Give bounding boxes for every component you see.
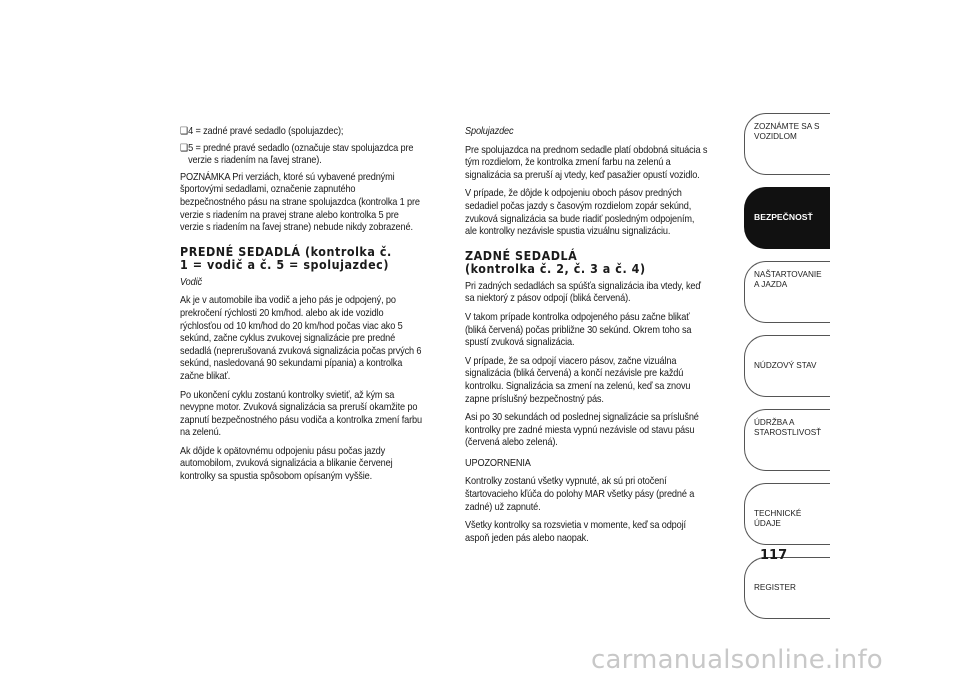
list-item: ❑ 4 = zadné pravé sedadlo (spolujazdec); [180, 126, 344, 137]
section-heading: ZADNÉ SEDADLÁ (kontrolka č. 2, č. 3 a č. 4) [465, 247, 646, 276]
paragraph: Ak dôjde k opätovnému odpojeniu pásu počas jazdy automobilom, zvuková signalizácia a blikanie červenej kontrolky sa spustia spôsobom opísaným vyššie. [180, 445, 393, 483]
paragraph: Pri zadných sedadlách sa spúšťa signalizácia iba vtedy, keď sa niektorý z pásov odpojí (bliká červená). [465, 280, 701, 305]
left-column [180, 126, 423, 490]
tab-technical-data[interactable]: TECHNICKÉ ÚDAJE [744, 483, 830, 545]
paragraph: Asi po 30 sekundách od poslednej signalizácie sa príslušné kontrolky pre zadné miesta vypnú nezávisle od stavu pásu (červená alebo zelená). [465, 412, 699, 449]
section-heading: PREDNÉ SEDADLÁ (kontrolka č. 1 = vodič a č. 5 = spolujazdec) [180, 243, 392, 272]
tab-starting-driving[interactable]: NAŠTARTOVANIE A JAZDA [744, 261, 830, 323]
watermark: carmanualsonline.info [591, 645, 883, 675]
warning-paragraph: Všetky kontrolky sa rozsvietia v momente, keď sa odpojí aspoň jeden pás alebo naopak. [465, 520, 686, 544]
paragraph: Pre spolujazdca na prednom sedadle platí obdobná situácia s tým rozdielom, že kontrolka zmení farbu na zelenú a signalizácia sa preruší aj vtedy, keď pasažier opustí vozidlo. [465, 144, 708, 181]
tab-maintenance[interactable]: ÚDRŽBA A STAROSTLIVOSŤ [744, 409, 830, 471]
tab-index[interactable]: REGISTER [744, 557, 830, 619]
list-item: ❑ 5 = predné pravé sedadlo (označuje stav spolujazdca pre verzie s riadením na ľavej strane). [180, 142, 414, 167]
checkbox-bullet-icon: ❑ [180, 126, 188, 137]
paragraph: Po ukončení cyklu zostanú kontrolky svietiť, až kým sa nevypne motor. Zvuková signalizácia sa preruší okamžite po zapnutí bezpečnostného pásu vodiča a kontrolka zmení farbu na zelenú. [180, 389, 422, 439]
paragraph: Ak je v automobile iba vodič a jeho pás je odpojený, po prekročení rýchlosti 20 km/hod. alebo ak ide vozidlo rýchlosťou od 10 km/hod do 20 km/hod počas viac ako 5 sekúnd, začne cyklus zvukovej signalizácie pre predné sedadlá (neprerušovaná zvuková signalizácia počas prvých 6 sekúnd, nasledovaná 90 sekundami pípania) a kontrolka začne blikať. [180, 295, 422, 382]
warning-paragraph: Kontrolky zostanú všetky vypnuté, ak sú pri otočení štartovacieho kľúča do polohy MAR všetky pásy (predné a zadné) už zapnuté. [465, 476, 695, 513]
paragraph: V prípade, že sa odpojí viacero pásov, začne vizuálna signalizácia (bliká červená) a končí nezávisle pre každú kontrolku. Signalizácia sa zmení na zelenú, keď sa znovu zapne príslušný bezpečnostný pás. [465, 355, 691, 405]
right-column [465, 126, 708, 551]
checkbox-bullet-icon: ❑ [180, 142, 188, 154]
subheading: Vodič [180, 276, 202, 288]
subheading: Spolujazdec [465, 126, 514, 137]
paragraph: V prípade, že dôjde k odpojeniu oboch pásov predných sedadiel počas jazdy s časovým rozdielom zopár sekúnd, zvuková signalizácia sa bude riadiť posledným odpojením, ale kontrolky nezávisle spustia vizuálnu signalizáciu. [465, 188, 695, 238]
note-paragraph: POZNÁMKA Pri verziách, ktoré sú vybavené prednými športovými sedadlami, označenie zapnutého bezpečnostného pásu na strane spolujazdca (kontrolka 1 pre verzie s riadením na pravej strane alebo kontrolka 5 pre verzie s riadením na ľavej strane) nebude nikdy zobrazené. [180, 171, 420, 234]
warning-title: UPOZORNENIA [465, 457, 531, 469]
page-number: 117 [760, 548, 788, 563]
tab-emergency[interactable]: NÚDZOVÝ STAV [744, 335, 830, 397]
paragraph: V takom prípade kontrolka odpojeného pásu začne blikať (bliká červená) počas približne 30 sekúnd. Okrem toho sa spustí zvuková signalizácia. [465, 311, 692, 349]
tab-get-to-know-vehicle[interactable]: ZOZNÁMTE SA S VOZIDLOM [744, 113, 830, 175]
tab-safety[interactable]: BEZPEČNOSŤ [744, 187, 830, 249]
